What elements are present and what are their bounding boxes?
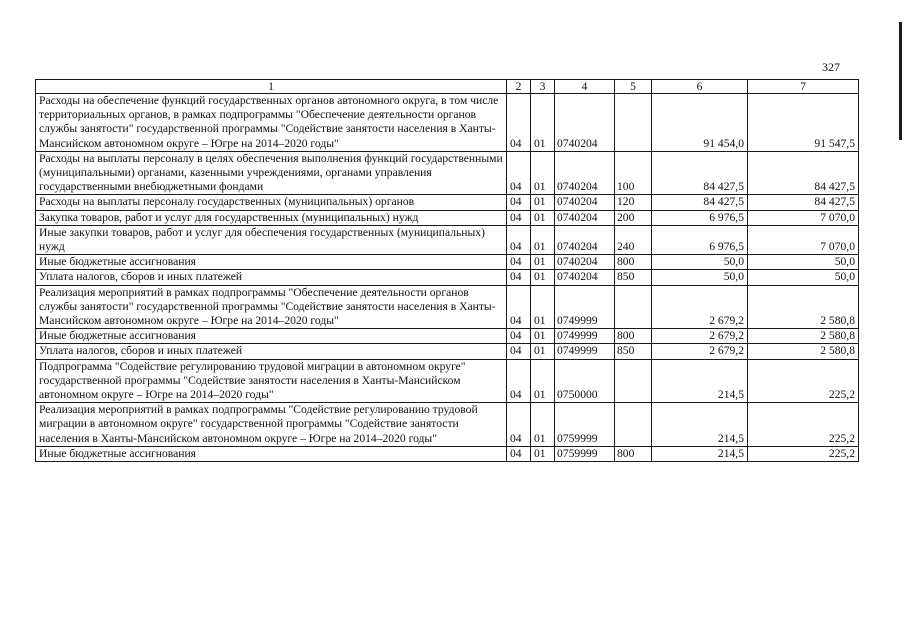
row-target-article: 0740204	[555, 195, 615, 210]
row-amount-1: 50,0	[652, 270, 748, 285]
row-name: Закупка товаров, работ и услуг для государственных (муниципальных) нужд	[36, 210, 507, 225]
row-amount-1: 84 427,5	[652, 151, 748, 195]
row-expense-type: 800	[615, 255, 652, 270]
table-row	[36, 285, 859, 329]
row-name: Иные закупки товаров, работ и услуг для обеспечения государственных (муниципальных) нужд	[36, 225, 507, 254]
row-target-article: 0750000	[555, 359, 615, 403]
row-amount-1: 214,5	[652, 403, 748, 447]
row-target-article: 0759999	[555, 403, 615, 447]
page-number: 327	[822, 60, 840, 74]
row-target-article: 0749999	[555, 329, 615, 344]
row-amount-2: 2 580,8	[748, 329, 859, 344]
row-section: 04	[507, 151, 531, 195]
row-name: Расходы на выплаты персоналу в целях обеспечения выполнения функций государственными (муниципальными) органами, казенными учреждениями, органами управления государственными внебюджетными фондами	[36, 151, 507, 195]
row-target-article: 0740204	[555, 225, 615, 254]
row-subsection: 01	[531, 151, 555, 195]
row-amount-1: 91 454,0	[652, 94, 748, 152]
row-expense-type	[615, 285, 652, 329]
row-amount-2: 7 070,0	[748, 210, 859, 225]
header-cell-2: 2	[507, 80, 531, 94]
table-row	[36, 329, 859, 344]
header-cell-4: 4	[555, 80, 615, 94]
row-subsection: 01	[531, 446, 555, 461]
table-row	[36, 210, 859, 225]
row-expense-type: 200	[615, 210, 652, 225]
row-amount-1: 2 679,2	[652, 329, 748, 344]
row-subsection: 01	[531, 329, 555, 344]
row-subsection: 01	[531, 403, 555, 447]
table-row	[36, 270, 859, 285]
row-amount-1: 214,5	[652, 446, 748, 461]
row-section: 04	[507, 94, 531, 152]
row-expense-type: 120	[615, 195, 652, 210]
row-amount-1: 214,5	[652, 359, 748, 403]
header-cell-7: 7	[748, 80, 859, 94]
row-name: Подпрограмма "Содействие регулированию трудовой миграции в автономном округе" государственной программы "Содействие занятости населения в Ханты-Мансийском автономном округе – Югре на 2014–2020 годы"	[36, 359, 507, 403]
row-subsection: 01	[531, 359, 555, 403]
row-name: Реализация мероприятий в рамках подпрограммы "Обеспечение деятельности органов службы занятости" государственной программы "Содействие занятости населения в Ханты-Мансийском автономном округе – Югре на 2014–2020 годы"	[36, 285, 507, 329]
row-subsection: 01	[531, 210, 555, 225]
row-amount-1: 84 427,5	[652, 195, 748, 210]
row-section: 04	[507, 225, 531, 254]
row-subsection: 01	[531, 255, 555, 270]
row-target-article: 0740204	[555, 151, 615, 195]
row-amount-2: 84 427,5	[748, 195, 859, 210]
row-amount-1: 2 679,2	[652, 344, 748, 359]
row-section: 04	[507, 270, 531, 285]
row-section: 04	[507, 359, 531, 403]
row-subsection: 01	[531, 270, 555, 285]
budget-table	[35, 79, 859, 462]
row-name: Реализация мероприятий в рамках подпрограммы "Содействие регулированию трудовой миграции в автономном округе" государственной программы "Содействие занятости населения в Ханты-Мансийском автономном округе – Югре на 2014–2020 годы"	[36, 403, 507, 447]
row-section: 04	[507, 446, 531, 461]
row-name: Расходы на выплаты персоналу государственных (муниципальных) органов	[36, 195, 507, 210]
row-subsection: 01	[531, 285, 555, 329]
table-row	[36, 446, 859, 461]
row-target-article: 0740204	[555, 210, 615, 225]
row-subsection: 01	[531, 195, 555, 210]
header-row	[36, 80, 859, 94]
row-target-article: 0740204	[555, 94, 615, 152]
row-amount-2: 50,0	[748, 270, 859, 285]
row-expense-type	[615, 94, 652, 152]
header-cell-3: 3	[531, 80, 555, 94]
row-section: 04	[507, 210, 531, 225]
row-name: Иные бюджетные ассигнования	[36, 446, 507, 461]
row-subsection: 01	[531, 94, 555, 152]
row-amount-1: 6 976,5	[652, 210, 748, 225]
table-row	[36, 403, 859, 447]
row-amount-1: 6 976,5	[652, 225, 748, 254]
row-name: Расходы на обеспечение функций государственных органов автономного округа, в том числе территориальных органов, в рамках подпрограммы "Обеспечение деятельности органов службы занятости" государственной программы "Содействие занятости населения в Ханты-Мансийском автономном округе – Югре на 2014–2020 годы"	[36, 94, 507, 152]
table-row	[36, 151, 859, 195]
row-amount-2: 2 580,8	[748, 285, 859, 329]
row-target-article: 0759999	[555, 446, 615, 461]
row-name: Иные бюджетные ассигнования	[36, 329, 507, 344]
header-cell-6: 6	[652, 80, 748, 94]
row-section: 04	[507, 344, 531, 359]
table-row	[36, 344, 859, 359]
row-amount-2: 225,2	[748, 359, 859, 403]
row-subsection: 01	[531, 225, 555, 254]
row-amount-1: 2 679,2	[652, 285, 748, 329]
row-target-article: 0740204	[555, 255, 615, 270]
row-amount-2: 7 070,0	[748, 225, 859, 254]
row-section: 04	[507, 403, 531, 447]
row-amount-2: 2 580,8	[748, 344, 859, 359]
row-target-article: 0749999	[555, 285, 615, 329]
row-amount-2: 225,2	[748, 403, 859, 447]
row-section: 04	[507, 195, 531, 210]
row-expense-type: 240	[615, 225, 652, 254]
row-expense-type	[615, 403, 652, 447]
row-section: 04	[507, 285, 531, 329]
row-expense-type	[615, 359, 652, 403]
header-cell-1: 1	[36, 80, 507, 94]
row-section: 04	[507, 255, 531, 270]
row-subsection: 01	[531, 344, 555, 359]
row-name: Уплата налогов, сборов и иных платежей	[36, 270, 507, 285]
table-row	[36, 255, 859, 270]
row-target-article: 0740204	[555, 270, 615, 285]
row-amount-1: 50,0	[652, 255, 748, 270]
row-name: Уплата налогов, сборов и иных платежей	[36, 344, 507, 359]
scan-edge-mark	[899, 22, 902, 140]
row-amount-2: 225,2	[748, 446, 859, 461]
row-expense-type: 800	[615, 329, 652, 344]
table-row	[36, 94, 859, 152]
table-row	[36, 359, 859, 403]
row-amount-2: 91 547,5	[748, 94, 859, 152]
row-expense-type: 800	[615, 446, 652, 461]
row-target-article: 0749999	[555, 344, 615, 359]
row-amount-2: 50,0	[748, 255, 859, 270]
header-cell-5: 5	[615, 80, 652, 94]
table-row	[36, 195, 859, 210]
row-expense-type: 850	[615, 270, 652, 285]
row-expense-type: 100	[615, 151, 652, 195]
row-name: Иные бюджетные ассигнования	[36, 255, 507, 270]
row-section: 04	[507, 329, 531, 344]
table-row	[36, 225, 859, 254]
row-amount-2: 84 427,5	[748, 151, 859, 195]
row-expense-type: 850	[615, 344, 652, 359]
